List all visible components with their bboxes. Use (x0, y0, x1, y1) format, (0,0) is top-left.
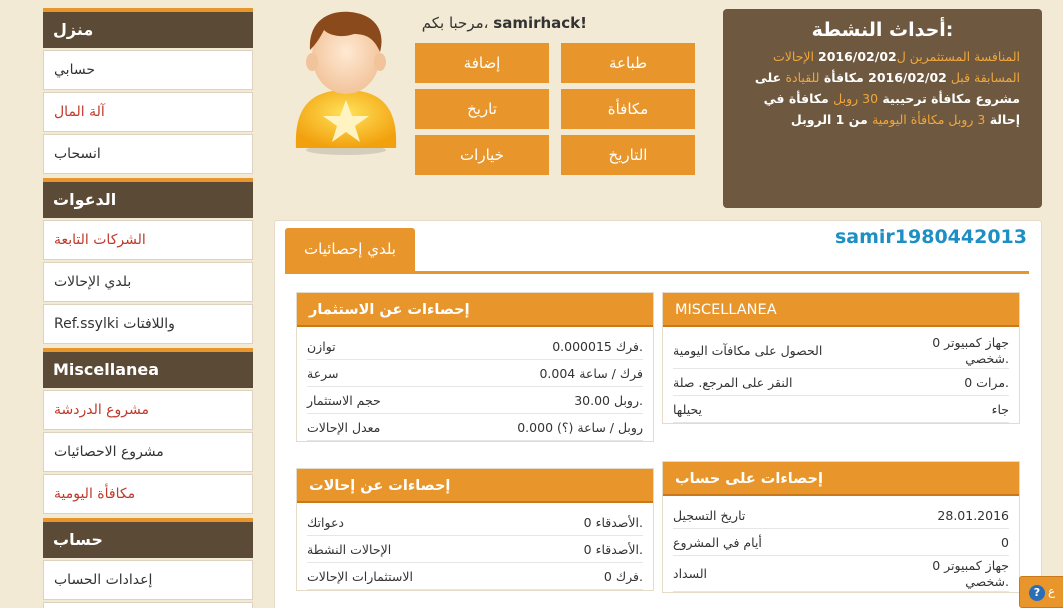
investment-stats-title: إحصاءات عن الاستثمار (297, 293, 653, 327)
history-button[interactable]: التاريخ (561, 135, 695, 175)
stat-row: توازن فرك 0.000015. (307, 333, 643, 360)
options-button[interactable]: خيارات (415, 135, 549, 175)
welcome-message (412, 14, 587, 32)
add-button[interactable]: إضافة (415, 43, 549, 83)
user-avatar-icon (290, 8, 402, 158)
sidebar-item-my-referrals[interactable]: بلدي الإحالات (43, 262, 253, 302)
stat-row: النقر على المرجع. صلة مرات 0. (673, 369, 1009, 396)
greeting-text: مرحبا بكم، (421, 14, 489, 32)
sidebar-item-daily-bonus[interactable]: مكافأة اليومية (43, 474, 253, 514)
stats-panel (274, 220, 1042, 608)
stat-row: معدل الإحالات روبل / ساعة (؟) 0.000 (307, 414, 643, 441)
help-label: ع (1048, 584, 1056, 598)
sidebar-heading-account: حساب (43, 518, 253, 558)
stat-row: أيام في المشروع 0 (673, 529, 1009, 556)
sidebar-item-withdraw[interactable]: انسحاب (43, 134, 253, 174)
account-username: samir1980442013 (834, 226, 1027, 248)
sidebar-heading-miscellanea: Miscellanea (43, 348, 253, 388)
tab-underline (285, 271, 1029, 274)
active-events-text: المنافسة المستثمرين ل2016/02/02 الإحالات المسابقة قبل 2016/02/02 مكافأة للقيادة على مشروع مكافأة ترحيبية 30 روبل مكافأة في إحالة 3 روبل مكافأة اليومية من 1 الروبل (754, 49, 1020, 127)
sidebar (43, 8, 253, 608)
miscellanea-stats-title: MISCELLANEA (663, 293, 1019, 327)
welcome-username: samirhack! (493, 14, 587, 32)
active-events-title: أحداث النشطة: (811, 19, 954, 41)
stat-row: الإحالات النشطة الأصدقاء 0. (307, 536, 643, 563)
stat-row: سرعة فرك / ساعة 0.004 (307, 360, 643, 387)
date-button[interactable]: تاريخ (415, 89, 549, 129)
bonus-button[interactable]: مكافأة (561, 89, 695, 129)
sidebar-item-money-machine[interactable]: آلة المال (43, 92, 253, 132)
sidebar-item-account-settings[interactable]: إعدادات الحساب (43, 560, 253, 600)
sidebar-item-extra[interactable] (43, 602, 253, 608)
stat-row: دعواتك الأصدقاء 0. (307, 509, 643, 536)
print-button[interactable]: طباعة (561, 43, 695, 83)
sidebar-heading-home: منزل (43, 8, 253, 48)
help-button[interactable] (1019, 576, 1063, 608)
stat-row: الحصول على مكافآت اليومية جهاز كمبيوتر 0 شخصي. (673, 333, 1009, 369)
stat-row: الاستثمارات الإحالات فرك 0. (307, 563, 643, 590)
investment-stats-box (296, 292, 654, 442)
sidebar-item-my-account[interactable]: حسابي (43, 50, 253, 90)
referral-stats-title: إحصاءات عن إحالات (297, 469, 653, 503)
stat-row: حجم الاستثمار روبل 30.00. (307, 387, 643, 414)
sidebar-item-chat-project[interactable]: مشروع الدردشة (43, 390, 253, 430)
sidebar-item-ref-links[interactable]: Ref.ssylki واللافتات (43, 304, 253, 344)
stat-row: السداد جهاز كمبيوتر 0 شخصي. (673, 556, 1009, 592)
avatar (290, 8, 402, 158)
miscellanea-stats-box (662, 292, 1020, 424)
news-referral-contest-link[interactable]: الإحالات المسابقة قبل (772, 49, 1020, 85)
stat-row: يحيلها جاء (673, 396, 1009, 423)
sidebar-heading-invitations: الدعوات (43, 178, 253, 218)
active-events-panel (723, 9, 1042, 208)
tab-my-stats[interactable]: بلدي إحصائيات (285, 228, 415, 274)
referral-stats-box (296, 468, 654, 591)
news-competition-link[interactable]: المنافسة المستثمرين ل (896, 49, 1020, 64)
stat-row: تاريخ التسجيل 28.01.2016 (673, 502, 1009, 529)
sidebar-item-affiliates[interactable]: الشركات التابعة (43, 220, 253, 260)
account-stats-box (662, 461, 1020, 593)
question-icon: ? (1029, 585, 1045, 601)
sidebar-item-project-stats[interactable]: مشروع الاحصائيات (43, 432, 253, 472)
account-stats-title: إحصاءات على حساب (663, 462, 1019, 496)
